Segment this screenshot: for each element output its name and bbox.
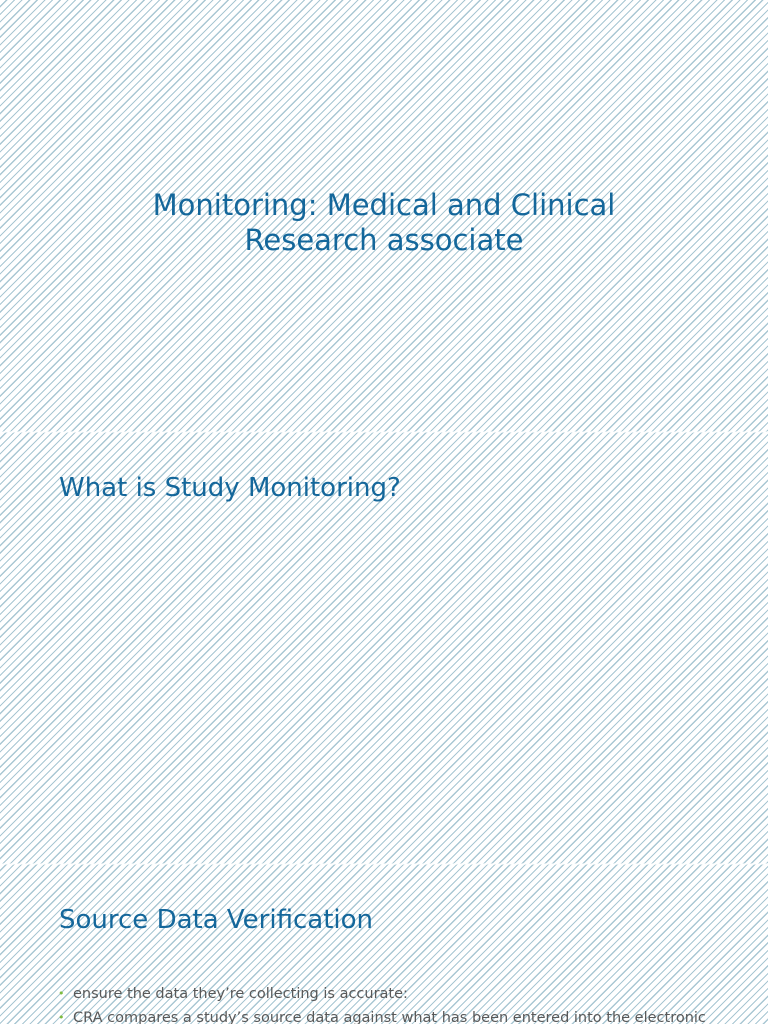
slide-title (0, 188, 768, 258)
slide-1 (0, 0, 768, 432)
bullet-list (58, 982, 738, 1024)
bullet-dot-icon: • (58, 1011, 65, 1024)
slide-divider (0, 863, 768, 865)
slide-divider (0, 431, 768, 433)
slide-title-line-1: Monitoring: Medical and Clinical (152, 188, 616, 222)
list-item (58, 1006, 738, 1024)
section-title-source-data-verification: Source Data Verification (59, 905, 373, 935)
bullet-text: CRA compares a study’s source data against what has been entered into the electronic (73, 1010, 706, 1024)
section-title-study-monitoring: What is Study Monitoring? (59, 473, 401, 503)
bullet-text: ensure the data they’re collecting is accurate: (73, 986, 408, 1002)
slide-title-line-2: Research associate (244, 223, 524, 257)
list-item (58, 982, 738, 1006)
bullet-dot-icon: • (58, 987, 65, 1000)
slide-3 (0, 864, 768, 1024)
slide-2 (0, 432, 768, 864)
